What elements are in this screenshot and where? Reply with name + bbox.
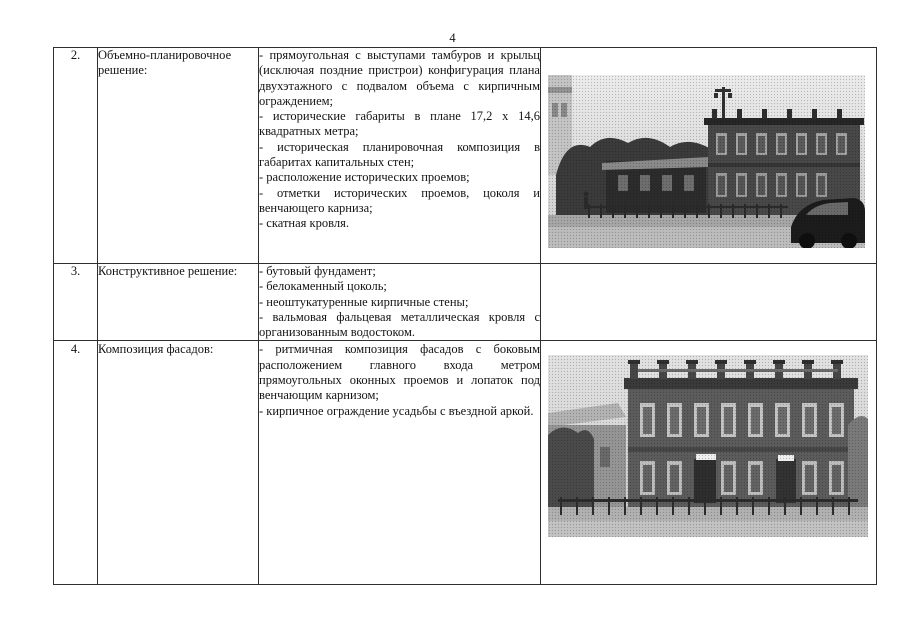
list-item: - вальмовая фальцевая металлическая кровля с организованным водостоком. bbox=[259, 309, 540, 340]
table-row bbox=[54, 264, 877, 341]
building-facade-photo bbox=[548, 355, 868, 537]
row-label: Композиция фасадов: bbox=[98, 341, 259, 585]
list-item: - ритмичная композиция фасадов с боковым расположением главного входа метром прямоугольных оконных проемов и лопаток под венчающим карнизом; bbox=[259, 342, 540, 403]
row-number: 3. bbox=[54, 264, 98, 341]
row-description bbox=[259, 48, 541, 264]
list-item: - бутовый фундамент; bbox=[259, 264, 376, 278]
row-description bbox=[259, 341, 541, 585]
row-number: 2. bbox=[54, 48, 98, 264]
list-item: - скатная кровля. bbox=[259, 216, 349, 231]
list-item: - отметки исторических проемов, цоколя и венчающего карниза; bbox=[259, 185, 540, 215]
row-label: Конструктивное решение: bbox=[98, 264, 259, 341]
list-item: - прямоугольная с выступами тамбуров и крыльц (исключая поздние пристрои) конфигурация плана двухэтажного с подвалом объема с кирпичным ограждением; bbox=[259, 48, 540, 108]
list-item: - историческая планировочная композиция в габаритах капитальных стен; bbox=[259, 139, 540, 170]
row-number: 4. bbox=[54, 341, 98, 585]
list-item: - кирпичное ограждение усадьбы с въездной аркой. bbox=[259, 403, 534, 418]
empty-cell bbox=[541, 264, 877, 341]
row-label: Объемно-планировочное решение: bbox=[98, 48, 259, 264]
list-item: - неоштукатуренные кирпичные стены; bbox=[259, 294, 469, 309]
list-item: - белокаменный цоколь; bbox=[259, 279, 387, 294]
row-description bbox=[259, 264, 541, 341]
list-item: - расположение исторических проемов; bbox=[259, 170, 470, 185]
building-photo bbox=[548, 75, 865, 248]
list-item: - исторические габариты в плане 17,2 х 14,6 квадратных метра; bbox=[259, 109, 540, 139]
page-number: 4 bbox=[449, 31, 456, 45]
